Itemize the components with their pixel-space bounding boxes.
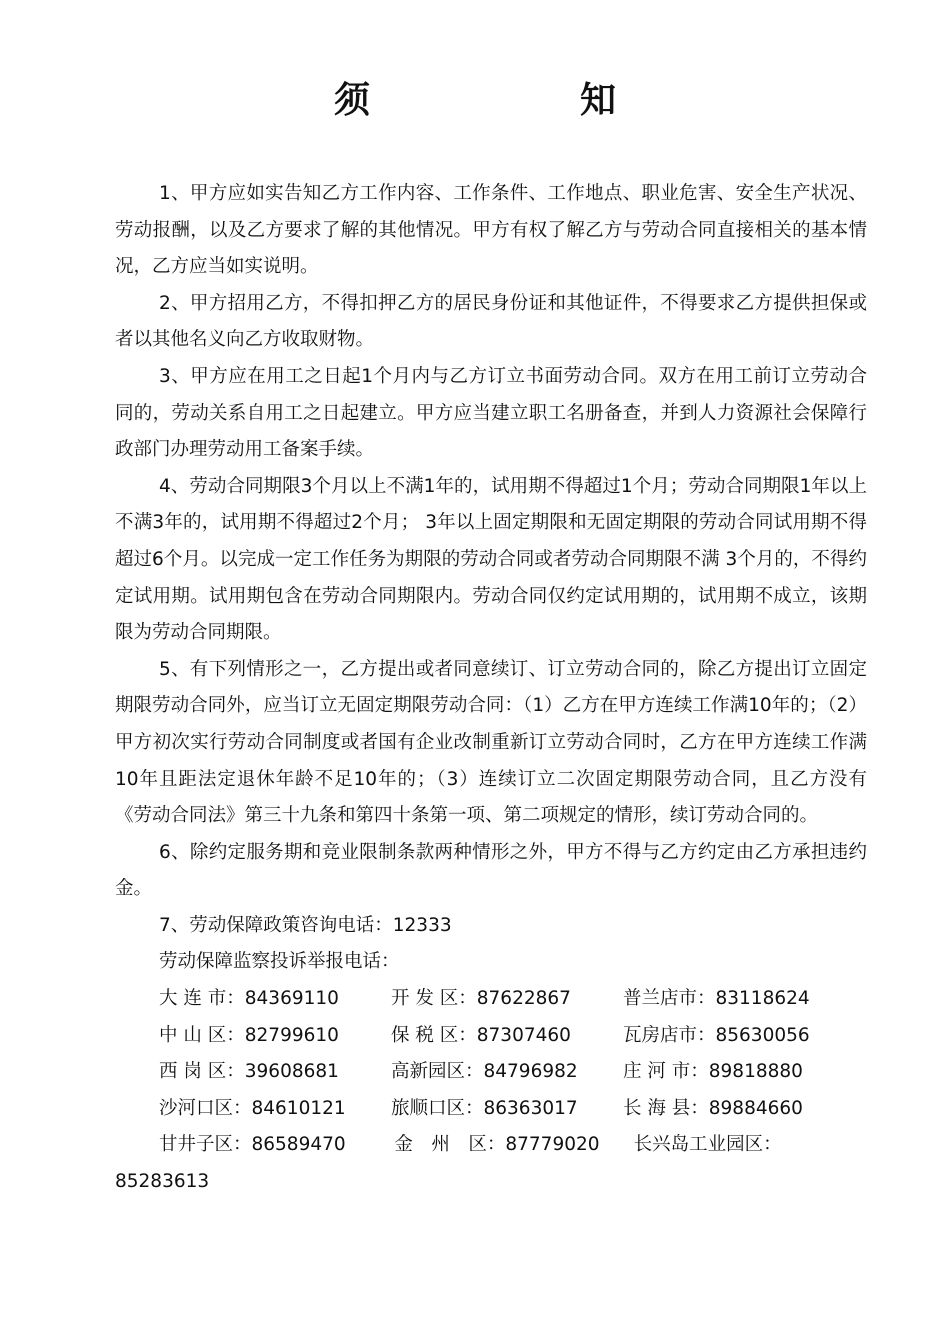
notice-paragraph: 6、除约定服务期和竞业限制条款两种情形之外，甲方不得与乙方约定由乙方承担违约金。 (115, 841, 867, 900)
notice-paragraph: 4、劳动合同期限3个月以上不满1年的，试用期不得超过1个月；劳动合同期限1年以上不满3年的，试用期不得超过2个月； 3年以上固定期限和无固定期限的劳动合同试用期不得超过6个月。以完成一定工作任务为期限的劳动合同或者劳动合同期限不满 3个月的，不得约定试用期。试用期包含在劳动合同期限内。劳动合同仅约定试用期的，试用期不成立，该期限为劳动合同期限。 (115, 475, 867, 644)
phone-entry: 中 山 区：82799610 (159, 1024, 339, 1046)
report-heading: 劳动保障监察投诉举报电话： (159, 951, 400, 973)
phone-row (115, 1091, 867, 1128)
phone-entry: 金 州 区：87779020 (394, 1134, 600, 1156)
phone-entry: 长兴岛工业园区： (633, 1134, 782, 1156)
phone-entry: 长 海 县：89884660 (623, 1097, 803, 1119)
phone-entry: 保 税 区：87307460 (391, 1024, 571, 1046)
notice-paragraph: 5、有下列情形之一，乙方提出或者同意续订、订立劳动合同的，除乙方提出订立固定期限劳动合同外，应当订立无固定期限劳动合同：（1）乙方在甲方连续工作满10年的；（2） 甲方初次实行劳动合同制度或者国有企业改制重新订立劳动合同时，乙方在甲方连续工作满10年且距法定退休年龄不足10年的；（3）连续订立二次固定期限劳动合同，且乙方没有《劳动合同法》第三十九条和第四十条第一项、第二项规定的情形，续订劳动合同的。 (115, 658, 867, 827)
phone-entry: 开 发 区：87622867 (391, 988, 571, 1010)
phone-row (115, 1054, 867, 1091)
phone-entry: 旅顺口区：86363017 (391, 1097, 578, 1119)
phone-entry: 西 岗 区：39608681 (159, 1061, 339, 1083)
phone-entry: 普兰店市：83118624 (623, 988, 810, 1010)
phone-entry: 高新园区：84796982 (391, 1061, 578, 1083)
consult-phone-line: 7、劳动保障政策咨询电话：12333 (159, 914, 452, 936)
phone-row (115, 981, 867, 1018)
notice-paragraph: 2、甲方招用乙方，不得扣押乙方的居民身份证和其他证件，不得要求乙方提供担保或者以其他名义向乙方收取财物。 (115, 292, 867, 351)
phone-entry: 庄 河 市：89818880 (623, 1061, 803, 1083)
notice-paragraph: 1、甲方应如实告知乙方工作内容、工作条件、工作地点、职业危害、安全生产状况、劳动报酬，以及乙方要求了解的其他情况。甲方有权了解乙方与劳动合同直接相关的基本情况，乙方应当如实说明。 (115, 183, 867, 278)
phone-entry: 大 连 市：84369110 (159, 988, 339, 1010)
phone-continuation: 85283613 (115, 1171, 210, 1193)
phone-entry: 甘井子区：86589470 (159, 1134, 346, 1156)
notice-paragraph: 3、甲方应在用工之日起1个月内与乙方订立书面劳动合同。双方在用工前订立劳动合同的，劳动关系自用工之日起建立。甲方应当建立职工名册备查，并到人力资源社会保障行政部门办理劳动用工备案手续。 (115, 365, 867, 461)
phone-entry: 沙河口区：84610121 (159, 1097, 346, 1119)
phone-entry: 瓦房店市：85630056 (623, 1024, 810, 1046)
phone-row (115, 1127, 867, 1164)
page-title: 须 知 (333, 80, 662, 121)
notice-body (115, 176, 867, 1201)
phone-row (115, 1018, 867, 1055)
